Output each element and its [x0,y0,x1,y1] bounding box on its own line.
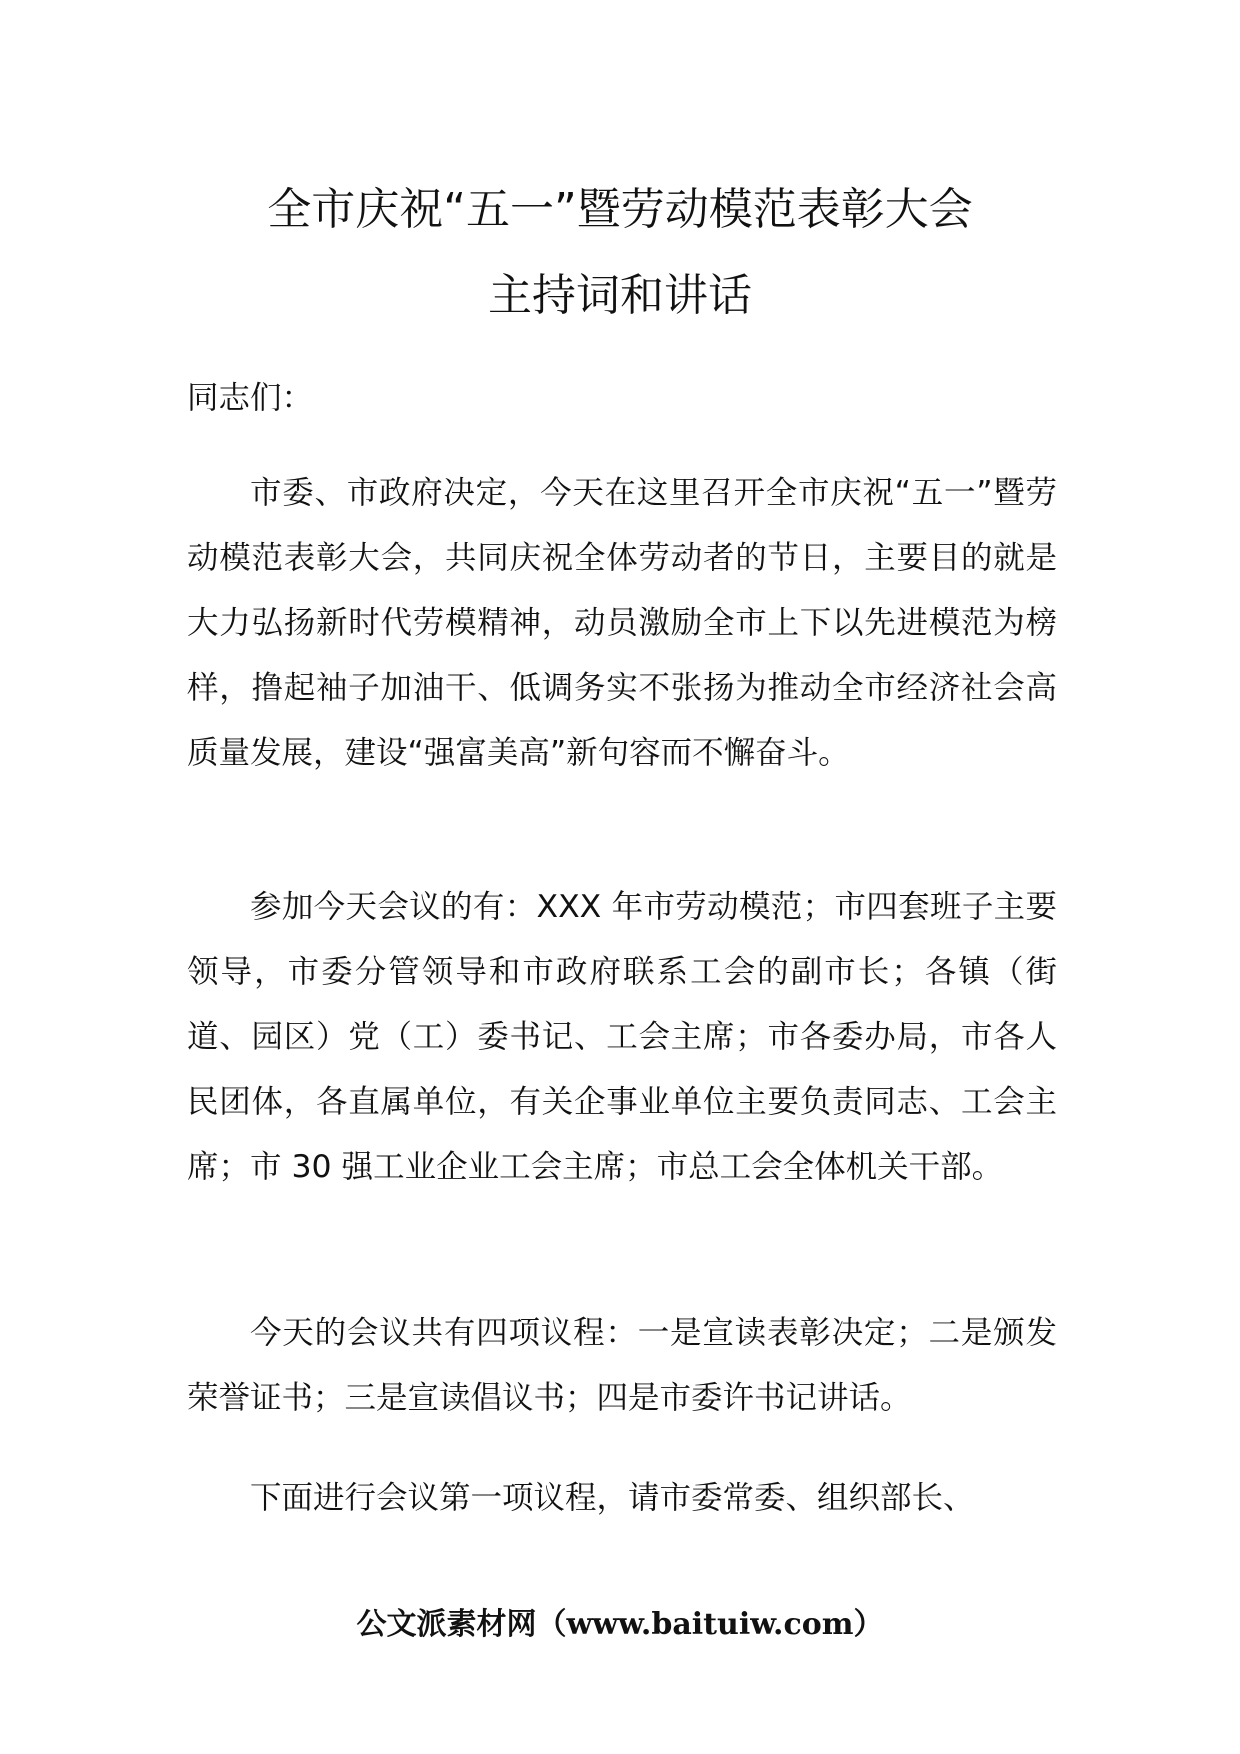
document-title-line-1: 全市庆祝“五一”暨劳动模范表彰大会 [267,184,973,235]
document-title-line-2: 主持词和讲话 [488,270,752,321]
paragraph-first-item: 下面进行会议第一项议程，请市委常委、组织部长、 [250,1480,975,1516]
salutation: 同志们： [187,380,314,416]
paragraph-opening: 市委、市政府决定，今天在这里召开全市庆祝“五一”暨劳动模范表彰大会，共同庆祝全体劳动者的节日，主要目的就是大力弘扬新时代劳模精神，动员激励全市上下以先进模范为榜样，撸起袖子加油干、低调务实不张扬为推动全市经济社会高质量发展，建设“强富美高”新句容而不懈奋斗。 [187,475,1057,771]
paragraph-attendees: 参加今天会议的有：XXX 年市劳动模范；市四套班子主要领导，市委分管领导和市政府联系工会的副市长；各镇（街道、园区）党（工）委书记、工会主席；市各委办局，市各人民团体，各直属单位，有关企事业单位主要负责同志、工会主席；市 30 强工业企业工会主席；市总工会全体机关干部。 [187,889,1057,1185]
paragraph-agenda: 今天的会议共有四项议程：一是宣读表彰决定；二是颁发荣誉证书；三是宣读倡议书；四是市委许书记讲话。 [187,1315,1057,1416]
footer-watermark: 公文派素材网（www.baituiw.com） [356,1607,884,1642]
